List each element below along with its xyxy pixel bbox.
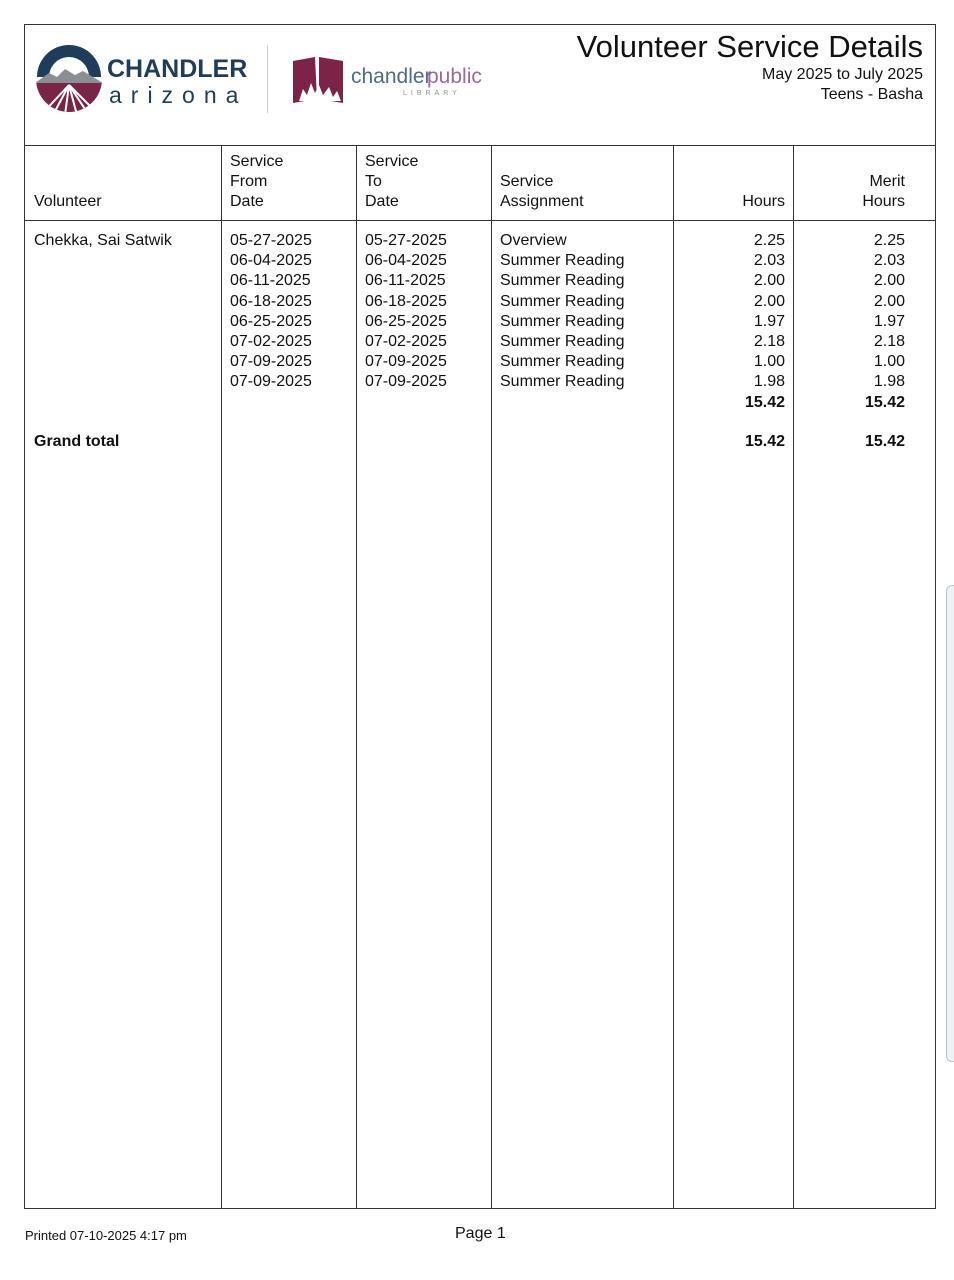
logo-library-chandler: chandler <box>351 65 432 88</box>
table-row-merit: 2.00 <box>873 272 905 290</box>
report-location: Teens - Basha <box>820 86 923 103</box>
header-volunteer: Volunteer <box>34 193 102 210</box>
table-row-hours: 1.97 <box>753 312 785 330</box>
printed-timestamp: Printed 07-10-2025 4:17 pm <box>25 1228 187 1243</box>
table-row-assignment: Overview <box>500 232 567 249</box>
table-row-from: 07-09-2025 <box>230 373 312 391</box>
chandler-arizona-logo <box>35 43 250 115</box>
header-hours: Hours <box>742 193 785 210</box>
volunteer-name: Chekka, Sai Satwik <box>34 232 172 249</box>
table-row-from: 07-02-2025 <box>230 333 312 351</box>
table-row-merit: 2.25 <box>873 232 905 249</box>
logo-library-sub: LIBRARY <box>403 90 461 97</box>
from-date-column <box>230 231 312 393</box>
column-divider <box>221 145 222 1208</box>
table-row-merit: 2.18 <box>873 333 905 351</box>
table-row-hours: 2.25 <box>753 232 785 249</box>
to-date-column <box>365 231 447 393</box>
table-row-to: 07-09-2025 <box>365 373 447 391</box>
report-date-range: May 2025 to July 2025 <box>762 66 923 83</box>
table-row-from: 06-18-2025 <box>230 292 312 310</box>
logo-chandler-word: CHANDLER <box>107 55 248 83</box>
grand-total-hours: 15.42 <box>744 433 785 450</box>
report-frame <box>24 24 936 1209</box>
table-row-assignment: Summer Reading <box>500 272 625 290</box>
table-row-from: 07-09-2025 <box>230 353 312 371</box>
report-title: Volunteer Service Details <box>576 29 923 64</box>
page-number: Page 1 <box>455 1225 506 1242</box>
table-row-to: 05-27-2025 <box>365 232 447 249</box>
title-block <box>577 29 923 105</box>
table-row-assignment: Summer Reading <box>500 333 625 351</box>
table-row-hours: 2.03 <box>753 252 785 270</box>
table-row-from: 06-25-2025 <box>230 312 312 330</box>
table-row-hours: 2.18 <box>753 333 785 351</box>
table-row-merit: 1.98 <box>873 373 905 391</box>
grand-total-label: Grand total <box>34 433 120 450</box>
table-row-to: 06-18-2025 <box>365 292 447 310</box>
column-divider <box>356 145 357 1208</box>
table-row-merit: 1.00 <box>873 353 905 371</box>
scroll-handle[interactable] <box>946 585 954 1062</box>
subtotal-hours: 15.42 <box>744 393 785 411</box>
logo-arizona-word: arizona <box>109 82 248 108</box>
column-divider <box>793 145 794 1208</box>
table-row-merit: 2.00 <box>873 292 905 310</box>
table-row-to: 07-02-2025 <box>365 333 447 351</box>
column-divider <box>673 145 674 1208</box>
table-row-merit: 1.97 <box>873 312 905 330</box>
table-row-assignment: Summer Reading <box>500 252 625 270</box>
table-row-assignment: Summer Reading <box>500 373 625 391</box>
table-row-to: 07-09-2025 <box>365 353 447 371</box>
logo-library-public: public <box>427 65 482 88</box>
header-service-to-date: Service To Date <box>365 153 419 210</box>
assignment-column <box>500 231 625 393</box>
column-header-row <box>25 145 935 221</box>
hours-column <box>745 231 785 413</box>
table-row-hours: 1.98 <box>753 373 785 391</box>
table-row-hours: 1.00 <box>753 353 785 371</box>
header-merit-hours: Merit Hours <box>862 173 905 210</box>
merit-hours-column <box>865 231 905 413</box>
table-row-assignment: Summer Reading <box>500 312 625 330</box>
table-row-assignment: Summer Reading <box>500 292 625 310</box>
table-row-merit: 2.03 <box>873 252 905 270</box>
table-row-from: 06-04-2025 <box>230 252 312 270</box>
header-service-from-date: Service From Date <box>230 153 284 210</box>
table-row-hours: 2.00 <box>753 292 785 310</box>
subtotal-merit: 15.42 <box>864 393 905 411</box>
table-row-to: 06-04-2025 <box>365 252 447 270</box>
chandler-public-library-logo <box>291 53 491 109</box>
table-row-hours: 2.00 <box>753 272 785 290</box>
column-divider <box>491 145 492 1208</box>
table-row-to: 06-25-2025 <box>365 312 447 330</box>
table-row-from: 05-27-2025 <box>230 232 312 249</box>
grand-total-merit: 15.42 <box>864 433 905 450</box>
logo-divider <box>267 45 268 113</box>
report-header <box>25 25 935 146</box>
table-row-to: 06-11-2025 <box>365 272 446 290</box>
header-service-assignment: Service Assignment <box>500 173 584 210</box>
table-row-assignment: Summer Reading <box>500 353 625 371</box>
table-row-from: 06-11-2025 <box>230 272 311 290</box>
